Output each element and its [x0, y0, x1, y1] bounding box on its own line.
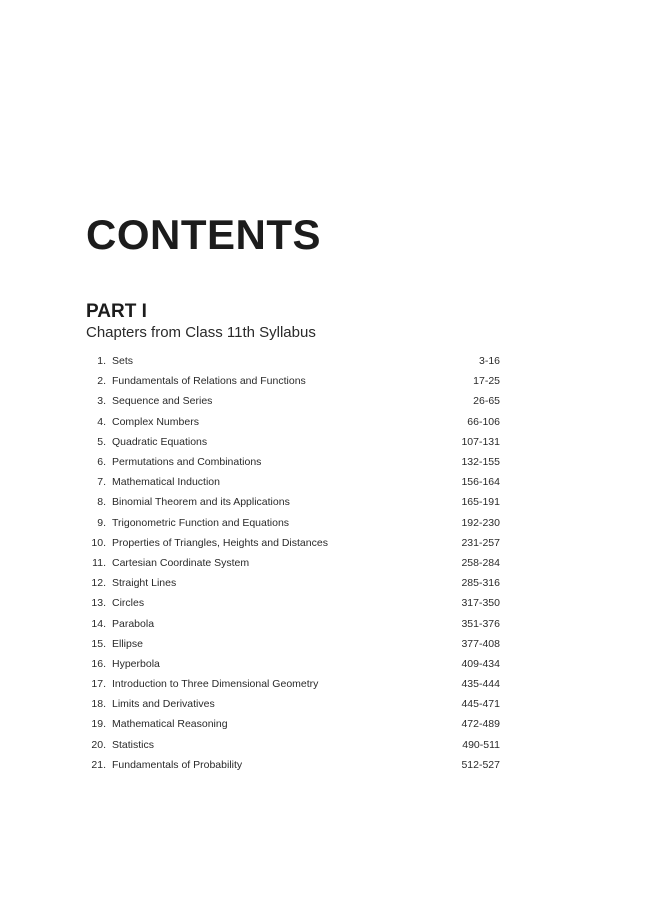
- chapter-title: Limits and Derivatives: [112, 698, 215, 711]
- chapter-number: 2.: [97, 375, 106, 388]
- toc-entry[interactable]: [86, 573, 500, 593]
- toc-entry[interactable]: [86, 513, 500, 533]
- toc-entry[interactable]: [86, 714, 500, 734]
- chapter-title: Mathematical Reasoning: [112, 718, 228, 731]
- chapter-pages: 107-131: [461, 435, 500, 448]
- chapter-pages: 258-284: [461, 556, 500, 569]
- chapter-title: Fundamentals of Relations and Functions: [112, 375, 306, 388]
- chapter-pages: 156-164: [461, 476, 500, 489]
- chapter-number: 15.: [91, 637, 106, 650]
- chapter-number: 4.: [97, 415, 106, 428]
- chapter-pages: 132-155: [461, 456, 500, 469]
- toc-entry[interactable]: [86, 452, 500, 472]
- toc-entry[interactable]: [86, 432, 500, 452]
- chapter-title: Parabola: [112, 617, 155, 630]
- table-of-contents: [86, 351, 500, 775]
- chapter-title: Binomial Theorem and its Applications: [112, 496, 290, 509]
- chapter-title: Cartesian Coordinate System: [112, 556, 250, 569]
- chapter-number: 8.: [97, 496, 106, 509]
- chapter-pages: 317-350: [461, 597, 500, 610]
- chapter-pages: 512-527: [461, 758, 500, 771]
- chapter-pages: 377-408: [461, 637, 500, 650]
- chapter-number: 14.: [91, 617, 106, 630]
- chapter-pages: 192-230: [461, 516, 500, 529]
- chapter-number: 10.: [91, 536, 106, 549]
- chapter-pages: 165-191: [461, 496, 500, 509]
- chapter-pages: 3-16: [478, 355, 500, 368]
- toc-entry[interactable]: [86, 634, 500, 654]
- chapter-number: 21.: [91, 758, 106, 771]
- chapter-title: Mathematical Induction: [112, 476, 220, 489]
- chapter-pages: 231-257: [461, 536, 500, 549]
- toc-entry[interactable]: [86, 412, 500, 432]
- chapter-title: Hyperbola: [112, 657, 160, 670]
- chapter-number: 6.: [97, 456, 106, 469]
- chapter-title: Sets: [112, 355, 134, 368]
- chapter-title: Fundamentals of Probability: [112, 758, 243, 771]
- toc-entry[interactable]: [86, 553, 500, 573]
- chapter-number: 12.: [91, 577, 106, 590]
- chapter-number: 7.: [97, 476, 106, 489]
- chapter-title: Circles: [112, 597, 145, 610]
- toc-entry[interactable]: [86, 613, 500, 633]
- chapter-number: 16.: [91, 657, 106, 670]
- chapter-title: Sequence and Series: [112, 395, 213, 408]
- toc-entry[interactable]: [86, 755, 500, 775]
- chapter-title: Straight Lines: [112, 577, 177, 590]
- chapter-number: 5.: [97, 435, 106, 448]
- toc-entry[interactable]: [86, 694, 500, 714]
- chapter-title: Permutations and Combinations: [112, 456, 262, 469]
- part-subtitle: Chapters from Class 11th Syllabus: [86, 324, 316, 341]
- toc-entry[interactable]: [86, 735, 500, 755]
- chapter-pages: 490-511: [462, 738, 500, 751]
- chapter-number: 13.: [91, 597, 106, 610]
- toc-entry[interactable]: [86, 472, 500, 492]
- chapter-pages: 472-489: [461, 718, 500, 731]
- chapter-title: Complex Numbers: [112, 415, 199, 428]
- toc-entry[interactable]: [86, 533, 500, 553]
- chapter-title: Quadratic Equations: [112, 435, 208, 448]
- chapter-pages: 17-25: [473, 375, 500, 388]
- toc-entry[interactable]: [86, 371, 500, 391]
- chapter-pages: 409-434: [461, 657, 500, 670]
- toc-entry[interactable]: [86, 593, 500, 613]
- toc-entry[interactable]: [86, 674, 500, 694]
- chapter-pages: 351-376: [461, 617, 500, 630]
- chapter-title: Trigonometric Function and Equations: [112, 516, 290, 529]
- chapter-number: 9.: [97, 516, 106, 529]
- chapter-pages: 285-316: [461, 577, 500, 590]
- toc-entry[interactable]: [86, 351, 500, 371]
- chapter-number: 11.: [92, 556, 106, 569]
- chapter-number: 19.: [91, 718, 106, 731]
- chapter-number: 17.: [91, 678, 106, 691]
- toc-entry[interactable]: [86, 391, 500, 411]
- chapter-pages: 445-471: [461, 698, 500, 711]
- page-title: CONTENTS: [86, 211, 321, 258]
- chapter-number: 20.: [91, 738, 106, 751]
- chapter-number: 3.: [97, 395, 106, 408]
- chapter-pages: 26-65: [473, 395, 500, 408]
- chapter-title: Ellipse: [112, 637, 143, 650]
- chapter-number: 1.: [97, 355, 106, 368]
- chapter-title: Statistics: [112, 738, 155, 751]
- toc-entry[interactable]: [86, 654, 500, 674]
- chapter-title: Introduction to Three Dimensional Geometry: [112, 678, 319, 691]
- part-heading: PART I: [86, 301, 147, 322]
- chapter-title: Properties of Triangles, Heights and Distances: [112, 536, 328, 549]
- toc-entry[interactable]: [86, 492, 500, 512]
- chapter-pages: 435-444: [461, 678, 500, 691]
- chapter-number: 18.: [91, 698, 106, 711]
- chapter-pages: 66-106: [467, 415, 500, 428]
